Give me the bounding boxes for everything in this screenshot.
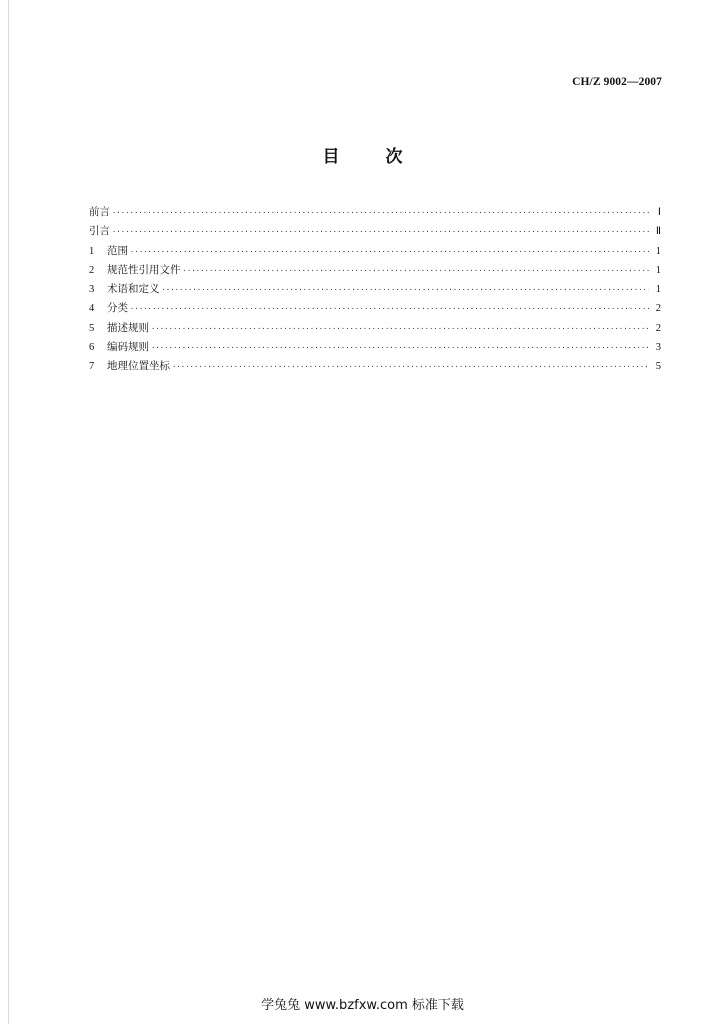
toc-dot-leader xyxy=(172,358,649,377)
toc-entry-label: 编码规则 xyxy=(107,341,149,354)
toc-entry-page: 1 xyxy=(655,284,661,296)
toc-entry[interactable] xyxy=(89,338,661,357)
toc-entry-label: 规范性引用文件 xyxy=(107,263,181,276)
toc-entry-page: 1 xyxy=(655,245,661,257)
toc-entry-number: 4 xyxy=(89,303,95,315)
toc-entry-label: 前言 xyxy=(89,206,110,218)
toc-entry[interactable] xyxy=(89,280,661,299)
toc-entry-number: 6 xyxy=(89,342,95,354)
toc-dot-leader xyxy=(112,223,649,242)
toc-entry[interactable] xyxy=(89,242,661,261)
toc-entry-page: Ⅰ xyxy=(657,207,661,218)
toc-entry-page: 3 xyxy=(655,342,661,354)
toc-entry-label: 描述规则 xyxy=(107,321,149,334)
toc-dot-leader xyxy=(162,281,650,300)
toc-entry[interactable] xyxy=(89,357,661,376)
toc-entry-number: 7 xyxy=(89,361,95,373)
toc-entry-number: 3 xyxy=(89,284,95,296)
toc-entry-page: 5 xyxy=(655,361,661,373)
standard-code: CH/Z 9002—2007 xyxy=(572,76,662,88)
toc-entry-label: 分类 xyxy=(107,302,128,315)
toc-title: 目 次 xyxy=(322,147,423,167)
toc-entry-number: 2 xyxy=(89,264,95,276)
toc-entry[interactable] xyxy=(89,203,661,222)
toc-entry[interactable] xyxy=(89,261,661,280)
toc-dot-leader xyxy=(112,204,649,223)
toc-entry[interactable] xyxy=(89,222,661,241)
footer-watermark: 学兔兔 www.bzfxw.com 标准下载 xyxy=(261,998,464,1013)
toc-entry[interactable] xyxy=(89,299,661,318)
toc-dot-leader xyxy=(183,262,650,281)
toc-dot-leader xyxy=(151,339,649,358)
toc-entry-page: 2 xyxy=(655,322,661,334)
toc-dot-leader xyxy=(130,243,649,262)
toc-entry-label: 术语和定义 xyxy=(107,283,160,296)
toc-entry-page: 1 xyxy=(655,264,661,276)
toc-entry-label: 范围 xyxy=(107,244,128,257)
toc-dot-leader xyxy=(151,320,649,339)
toc-entry-number: 1 xyxy=(89,245,95,257)
toc-dot-leader xyxy=(130,300,649,319)
toc-entry-label: 地理位置坐标 xyxy=(107,360,170,373)
toc-entry-page: 2 xyxy=(655,303,661,315)
toc-entry-page: Ⅱ xyxy=(655,226,661,238)
table-of-contents xyxy=(89,203,661,377)
toc-entry-label: 引言 xyxy=(89,225,110,238)
toc-entry[interactable] xyxy=(89,319,661,338)
toc-entry-number: 5 xyxy=(89,322,95,334)
